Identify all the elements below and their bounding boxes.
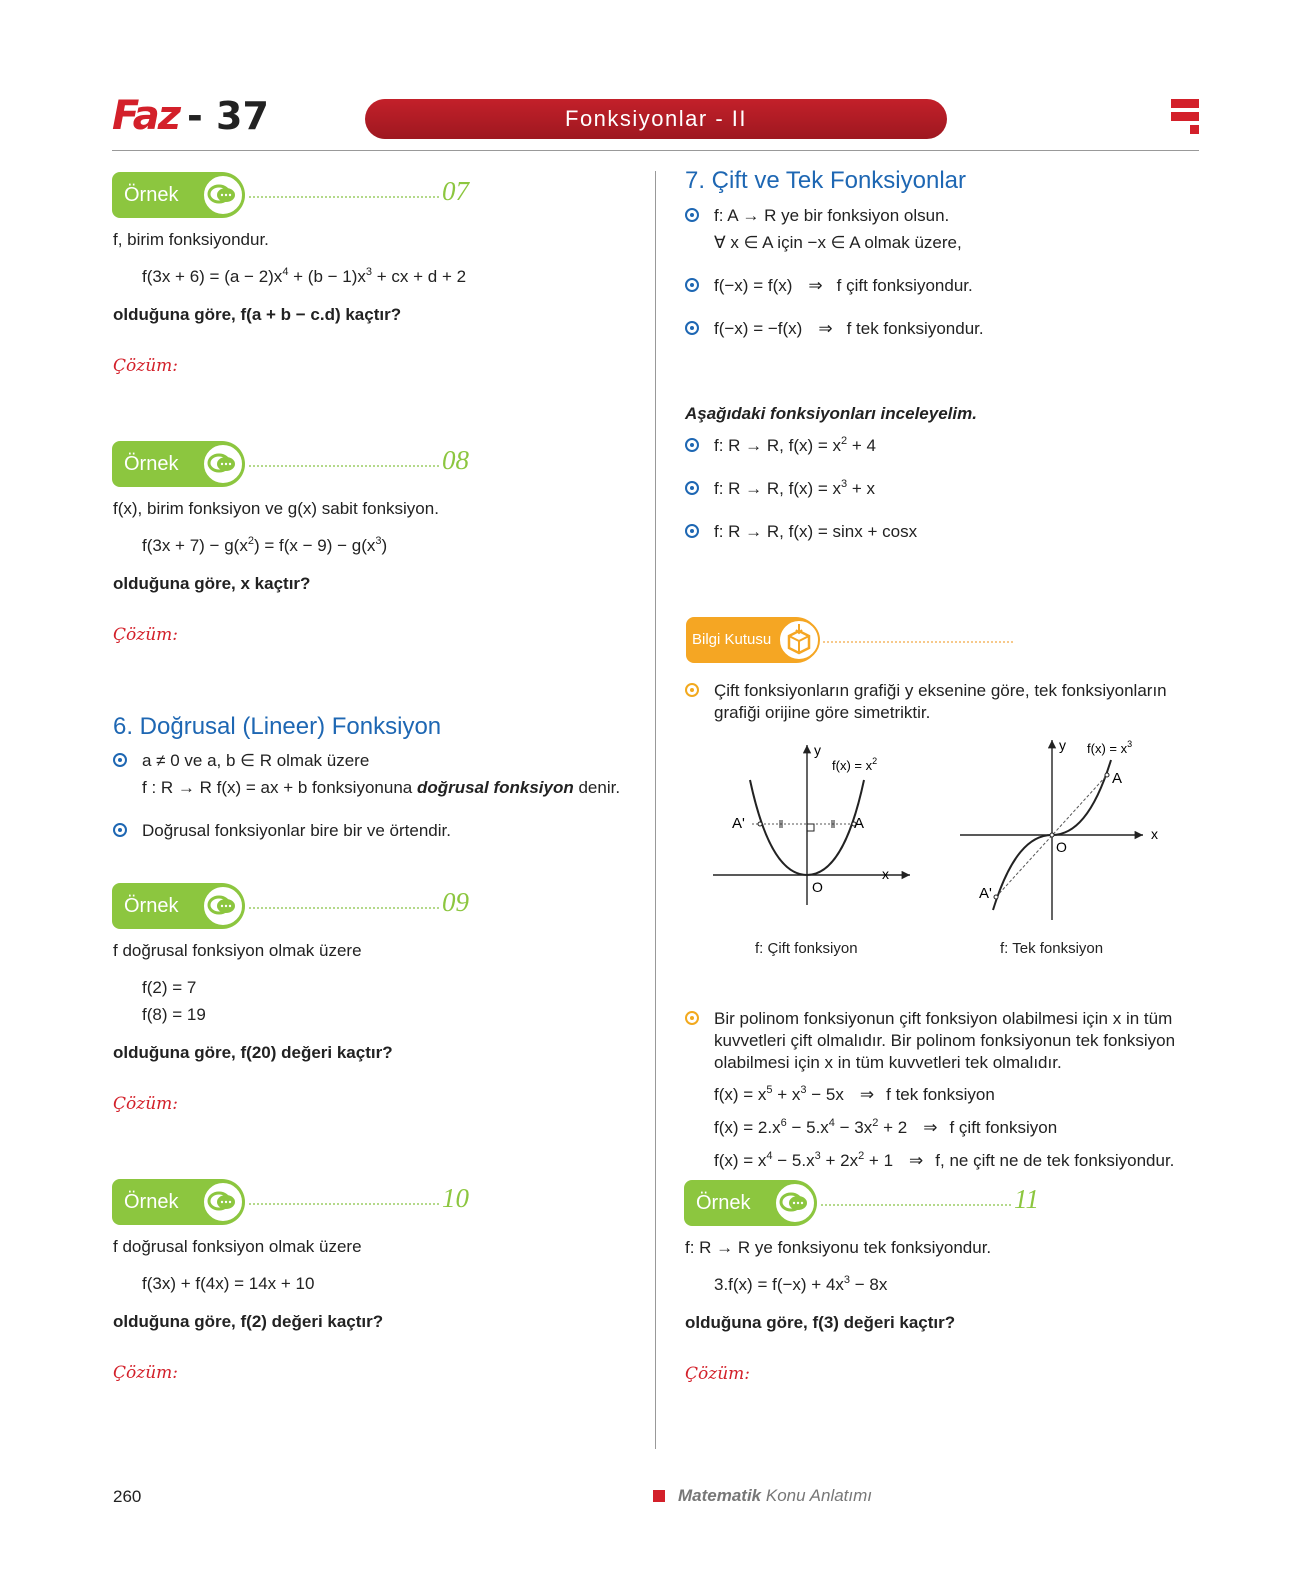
- header-divider: [112, 150, 1199, 151]
- example-badge-10: [112, 1179, 469, 1225]
- even-rule: f(−x) = f(x) ⇒ f çift fonksiyondur.: [714, 276, 973, 295]
- ex09-given-2: f(8) = 19: [142, 1005, 206, 1024]
- odd-rule: f(−x) = −f(x) ⇒ f tek fonksiyondur.: [714, 319, 984, 338]
- ex09-question: olduğuna göre, f(20) değeri kaçtır?: [113, 1043, 393, 1062]
- example-badge-09: [112, 883, 469, 929]
- example-label: Örnek: [112, 883, 245, 929]
- x-label: x: [882, 866, 889, 882]
- example-number: 07: [442, 176, 469, 206]
- ex08-question: olduğuna göre, x kaçtır?: [113, 574, 311, 593]
- sec6-bullet1-line1: a ≠ 0 ve a, b ∈ R olmak üzere: [142, 751, 370, 770]
- point-a-prime-label: A': [732, 815, 745, 832]
- example-function-3: f: R → R, f(x) = sinx + cosx: [714, 522, 918, 541]
- solution-label: Çözüm:: [113, 356, 178, 376]
- example-number: 11: [1014, 1184, 1039, 1214]
- section-7-title: 7. Çift ve Tek Fonksiyonlar: [685, 167, 967, 194]
- origin-label: O: [1056, 839, 1067, 855]
- y-label: y: [814, 742, 821, 758]
- solution-label: Çözüm:: [113, 1094, 178, 1114]
- ex11-equation: $3.f(x) = f(-x) + 4x^3 - 8x$: [714, 1274, 888, 1294]
- odd-function-graph: [955, 735, 1175, 925]
- example-badge-08: [112, 441, 469, 487]
- sec7-def-line2: ∀ x ∈ A için −x ∈ A olmak üzere,: [714, 233, 962, 252]
- even-graph-caption: f: Çift fonksiyon: [755, 940, 858, 957]
- function-label: $f(x) = x^3$: [1087, 739, 1133, 756]
- ex07-equation: $f(3x + 6) = (a - 2)x^4 + (b - 1)x^3$ + cx + d + 2: [142, 266, 467, 286]
- symmetry-note-line2: grafiği orijine göre simetriktir.: [714, 703, 931, 722]
- dotted-leader: [823, 641, 1013, 643]
- bullet-icon: [685, 438, 699, 452]
- info-bullet-icon: [685, 683, 699, 697]
- bullet-icon: [113, 823, 127, 837]
- ex11-question: olduğuna göre, f(3) değeri kaçtır?: [685, 1313, 956, 1332]
- ex11-statement: f: R → R ye fonksiyonu tek fonksiyondur.: [685, 1238, 992, 1257]
- dotted-leader: [821, 1204, 1011, 1206]
- solution-label: Çözüm:: [113, 625, 178, 645]
- example-badge-07: [112, 172, 469, 218]
- dotted-leader: [249, 465, 439, 467]
- chapter-title: Fonksiyonlar - II: [365, 99, 947, 139]
- ex10-statement: f doğrusal fonksiyon olmak üzere: [113, 1237, 362, 1256]
- polynomial-note-line2: kuvvetleri çift olmalıdır. Bir polinom fonksiyonun tek fonksiyon: [714, 1031, 1176, 1050]
- example-label: Örnek: [112, 172, 245, 218]
- box-icon: [778, 619, 820, 661]
- footer-brand: Matematik Konu Anlatımı: [678, 1486, 873, 1505]
- ex07-statement: f, birim fonksiyondur.: [113, 230, 269, 249]
- point-a-label: A: [854, 815, 865, 832]
- x-label: x: [1151, 826, 1158, 842]
- corner-logo-icon: [1171, 99, 1199, 139]
- ex08-statement: f(x), birim fonksiyon ve g(x) sabit fonksiyon.: [113, 499, 439, 518]
- example-function-1: f: R → R, $f(x) = x^2 + 4$: [714, 435, 877, 455]
- polynomial-example-3: $f(x) = x^4 - 5.x^3 + 2x^2 + 1$ ⇒ f, ne çift ne de tek fonksiyondur.: [714, 1150, 1175, 1170]
- chat-bubbles-icon: [774, 1182, 816, 1224]
- section-number: - 37: [187, 94, 269, 138]
- example-function-2: f: R → R, $f(x) = x^3 + x$: [714, 478, 876, 498]
- polynomial-note-line3: olabilmesi için x in tüm kuvvetleri tek olmalıdır.: [714, 1053, 1062, 1072]
- bullet-icon: [113, 753, 127, 767]
- example-badge-11: [684, 1180, 1039, 1226]
- point-a-label: A: [1112, 770, 1123, 787]
- examples-intro: Aşağıdaki fonksiyonları inceleyelim.: [685, 404, 977, 423]
- odd-graph-caption: f: Tek fonksiyon: [1000, 940, 1104, 957]
- ex08-equation: $f(3x + 7) - g(x^2) = f(x - 9) - g(x^3)$: [142, 535, 388, 555]
- y-label: y: [1059, 737, 1066, 753]
- ex09-given-1: f(2) = 7: [142, 978, 197, 997]
- section-6-title: 6. Doğrusal (Lineer) Fonksiyon: [113, 713, 442, 740]
- ex09-statement: f doğrusal fonksiyon olmak üzere: [113, 941, 362, 960]
- sec6-bullet1-line2: f : R → R f(x) = ax + b fonksiyonuna doğrusal fonksiyon denir.: [142, 778, 621, 797]
- info-box-badge: [686, 617, 1016, 663]
- dotted-leader: [249, 907, 439, 909]
- sec6-bullet2: Doğrusal fonksiyonlar bire bir ve örtendir.: [142, 821, 451, 840]
- sec7-def-line1: f: A → R ye bir fonksiyon olsun.: [714, 206, 950, 225]
- bullet-icon: [685, 481, 699, 495]
- bullet-icon: [685, 208, 699, 222]
- chat-bubbles-icon: [202, 443, 244, 485]
- chat-bubbles-icon: [202, 174, 244, 216]
- polynomial-note-line1: Bir polinom fonksiyonun çift fonksiyon olabilmesi için x in tüm: [714, 1009, 1173, 1028]
- page-number: 260: [113, 1487, 142, 1506]
- example-number: 10: [442, 1183, 469, 1213]
- symmetry-note-line1: Çift fonksiyonların grafiği y eksenine göre, tek fonksiyonların: [714, 681, 1167, 700]
- example-label: Örnek: [684, 1180, 817, 1226]
- point-a-prime-label: A': [979, 885, 992, 902]
- column-divider: [655, 171, 656, 1449]
- dotted-leader: [249, 196, 439, 198]
- chat-bubbles-icon: [202, 885, 244, 927]
- bullet-icon: [685, 524, 699, 538]
- info-box-label: Bilgi Kutusu: [686, 617, 819, 663]
- example-label: Örnek: [112, 441, 245, 487]
- solution-label: Çözüm:: [685, 1364, 750, 1384]
- even-function-graph: [710, 740, 920, 910]
- solution-label: Çözüm:: [113, 1363, 178, 1383]
- example-number: 08: [442, 445, 469, 475]
- chat-bubbles-icon: [202, 1181, 244, 1223]
- origin-label: O: [812, 879, 823, 895]
- bullet-icon: [685, 321, 699, 335]
- logo: [112, 93, 269, 139]
- example-label: Örnek: [112, 1179, 245, 1225]
- footer-square-icon: [653, 1490, 665, 1502]
- function-label: $f(x) = x^2$: [832, 756, 878, 773]
- ex07-question: olduğuna göre, f(a + b − c.d) kaçtır?: [113, 305, 402, 324]
- info-bullet-icon: [685, 1011, 699, 1025]
- ex10-equation: f(3x) + f(4x) = 14x + 10: [142, 1274, 315, 1293]
- example-number: 09: [442, 887, 469, 917]
- polynomial-example-1: $f(x) = x^5 + x^3 - 5x$ ⇒ f tek fonksiyon: [714, 1084, 995, 1104]
- dotted-leader: [249, 1203, 439, 1205]
- bullet-icon: [685, 278, 699, 292]
- logo-text: Faz: [112, 93, 180, 139]
- polynomial-example-2: $f(x) = 2.x^6 - 5.x^4 - 3x^2 + 2$ ⇒ f çift fonksiyon: [714, 1117, 1058, 1137]
- ex10-question: olduğuna göre, f(2) değeri kaçtır?: [113, 1312, 384, 1331]
